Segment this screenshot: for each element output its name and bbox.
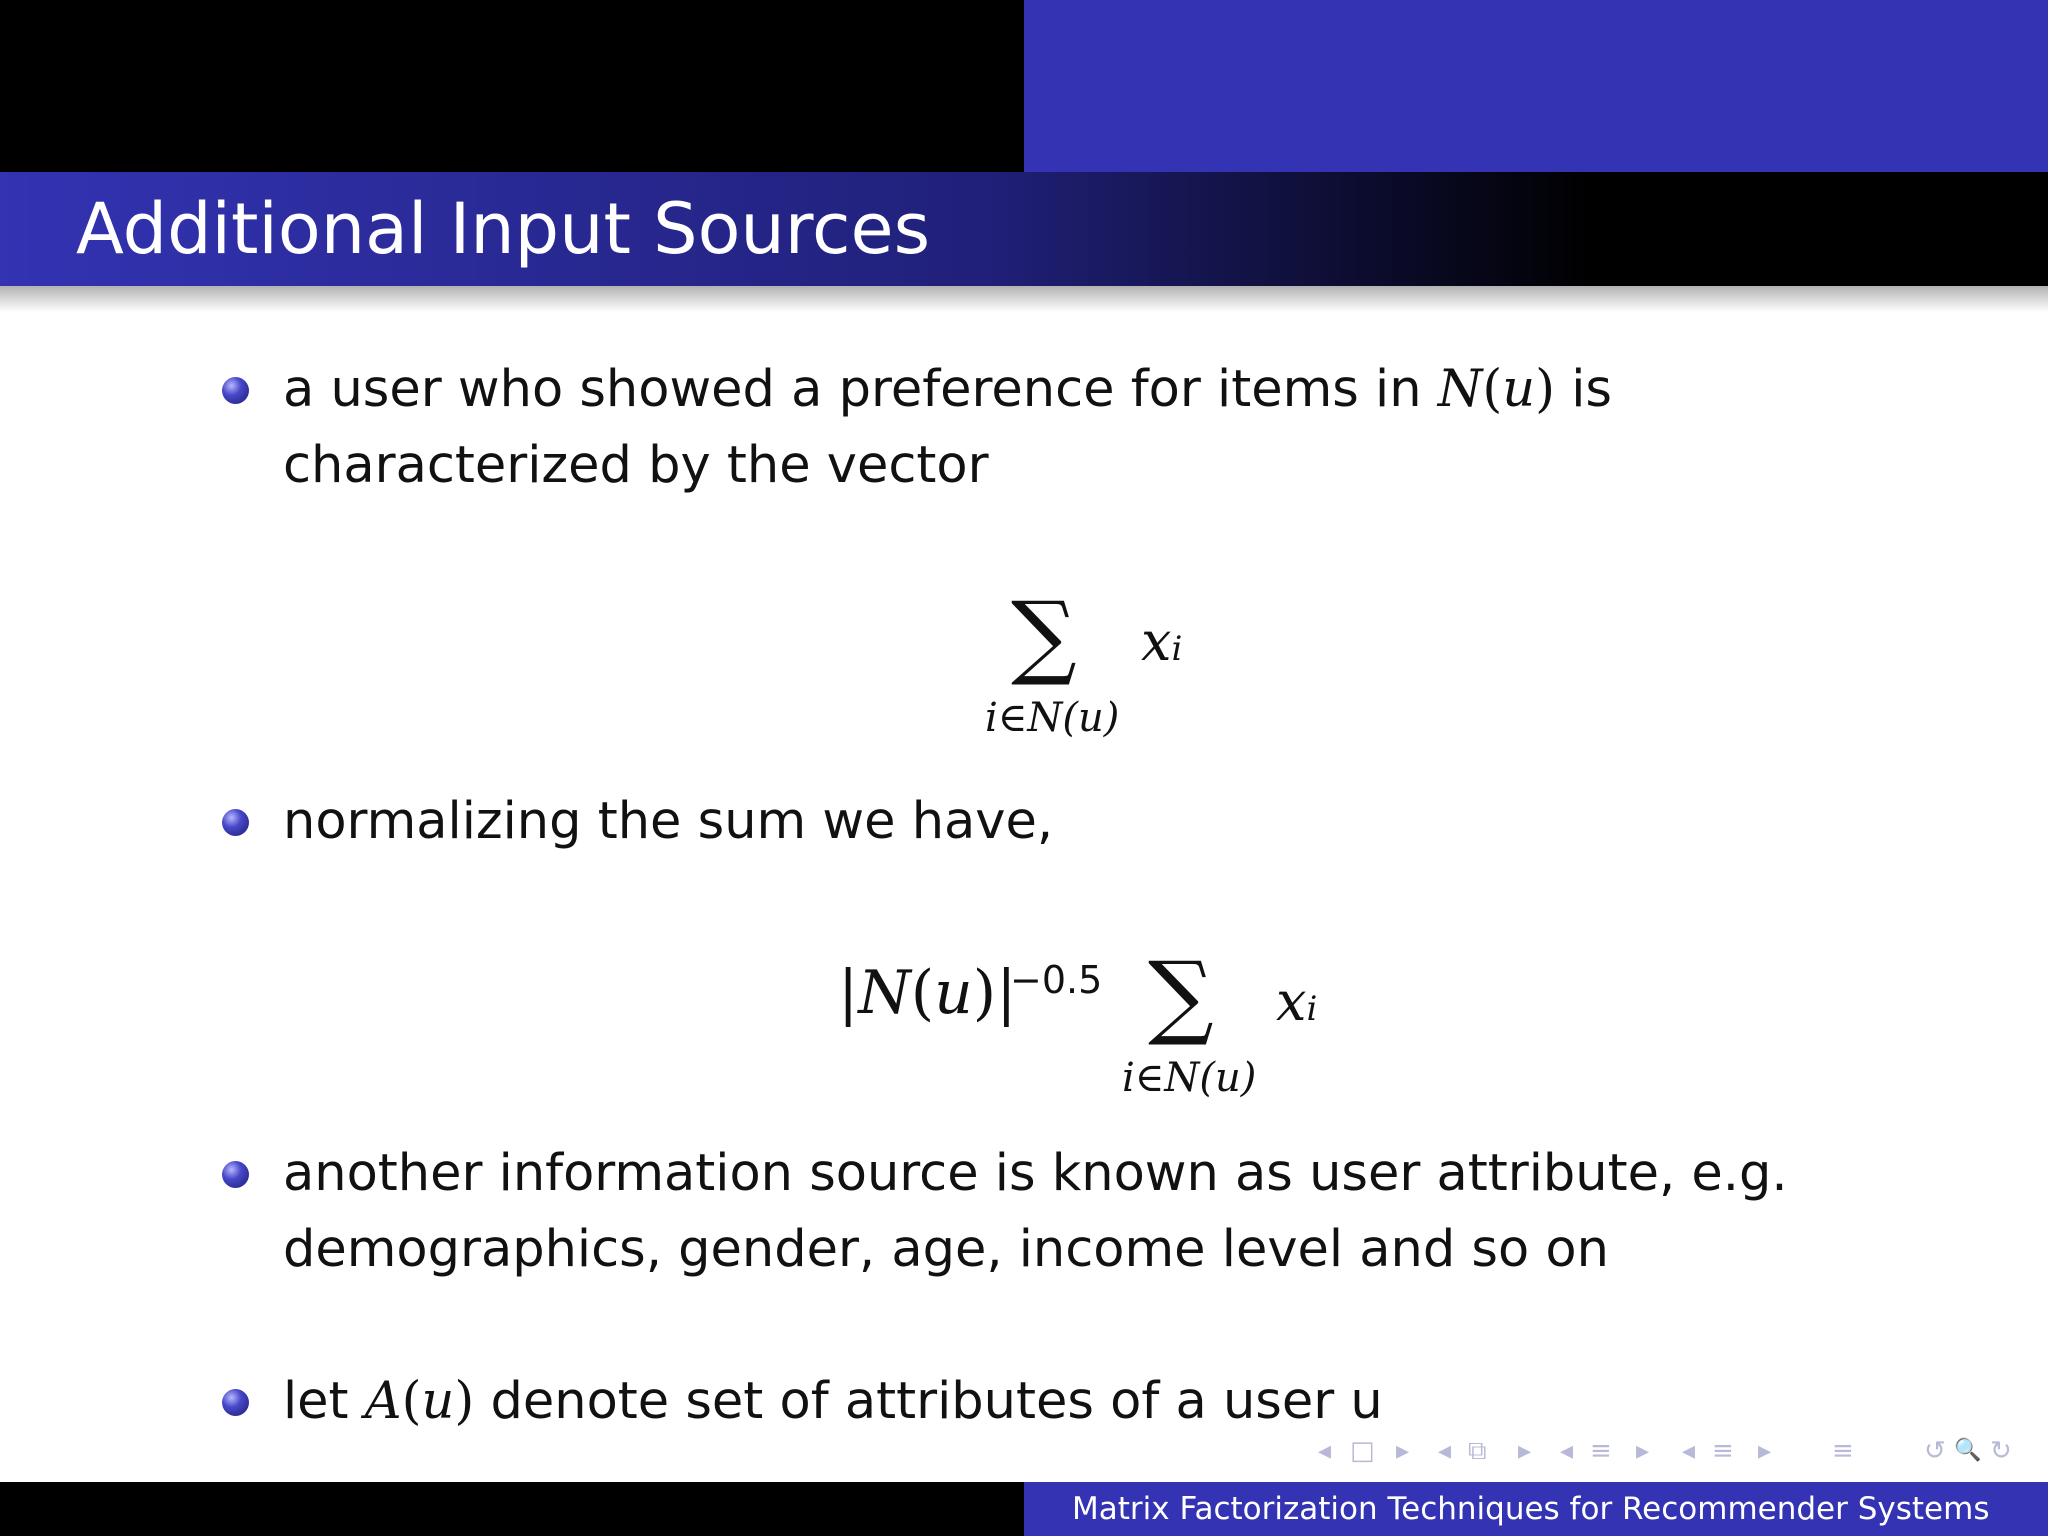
section-icon[interactable]: ≡ xyxy=(1712,1436,1734,1466)
bullet-4-text-before: let xyxy=(283,1372,365,1431)
bullet-icon xyxy=(222,809,249,836)
sigma-operator: ∑ xyxy=(1148,942,1214,1049)
sum-term: xi xyxy=(1276,970,1318,1033)
document-icon[interactable]: ≡ xyxy=(1832,1436,1854,1466)
bullet-icon xyxy=(222,1161,249,1188)
norm-exponent: −0.5 xyxy=(1010,958,1103,1002)
equation-sum xyxy=(975,582,1215,760)
next-section-icon[interactable]: ▸ xyxy=(1758,1436,1772,1466)
header-right-panel xyxy=(1024,0,2048,172)
footer-left-panel xyxy=(0,1482,1024,1536)
norm-term: |N(u)| xyxy=(838,958,1017,1028)
next-subsection-icon[interactable]: ▸ xyxy=(1636,1436,1650,1466)
frame-title-bar xyxy=(0,172,2048,286)
bullet-icon xyxy=(222,1389,249,1416)
bullet-4-text-after: denote set of attributes of a user u xyxy=(474,1372,1383,1431)
footer-bar xyxy=(0,1482,2048,1536)
bullet-text-2: normalizing the sum we have, xyxy=(283,792,1054,851)
math-u: u xyxy=(1502,360,1536,419)
bullet-1-text-before: a user who showed a preference for items in xyxy=(283,360,1438,419)
prev-slide-icon[interactable]: ◂ xyxy=(1318,1436,1332,1466)
next-slide-icon[interactable]: ▸ xyxy=(1396,1436,1410,1466)
back-icon[interactable]: ↺ xyxy=(1924,1436,1946,1466)
math-u: u xyxy=(421,1372,455,1431)
sum-subscript: i∈N(u) xyxy=(1122,1055,1257,1101)
prev-section-icon[interactable]: ◂ xyxy=(1682,1436,1696,1466)
sum-term: xi xyxy=(1141,610,1183,673)
bullet-text-1: a user who showed a preference for items in N(u) is characterized by the vector xyxy=(283,360,1612,495)
header-left-panel xyxy=(0,0,1024,172)
math-A: A xyxy=(364,1372,402,1431)
frame-icon[interactable]: ⧉ xyxy=(1468,1436,1487,1466)
header-bar xyxy=(0,0,2048,172)
slide-icon[interactable]: □ xyxy=(1350,1436,1375,1466)
math-N: N xyxy=(1437,360,1483,419)
subsection-icon[interactable]: ≡ xyxy=(1590,1436,1612,1466)
forward-icon[interactable]: ↻ xyxy=(1990,1436,2012,1466)
bullet-1-text-after: is characterized by the vector xyxy=(283,360,1612,495)
bullet-text-3: another information source is known as user attribute, e.g. demographics, gender, age, income level and so on xyxy=(283,1144,1788,1279)
next-frame-icon[interactable]: ▸ xyxy=(1518,1436,1532,1466)
frame-title: Additional Input Sources xyxy=(76,188,931,270)
sum-subscript: i∈N(u) xyxy=(985,695,1120,741)
sigma-operator: ∑ xyxy=(1011,582,1077,689)
equation-normalized-sum xyxy=(838,942,1358,1120)
prev-subsection-icon[interactable]: ◂ xyxy=(1560,1436,1574,1466)
bullet-text-4: let A(u) denote set of attributes of a user u xyxy=(283,1372,1383,1431)
title-shadow xyxy=(0,286,2048,312)
bullet-icon xyxy=(222,377,249,404)
prev-frame-icon[interactable]: ◂ xyxy=(1438,1436,1452,1466)
search-icon[interactable]: 🔍 xyxy=(1954,1438,1982,1463)
footer-presentation-title: Matrix Factorization Techniques for Recommender Systems xyxy=(1072,1491,1990,1527)
